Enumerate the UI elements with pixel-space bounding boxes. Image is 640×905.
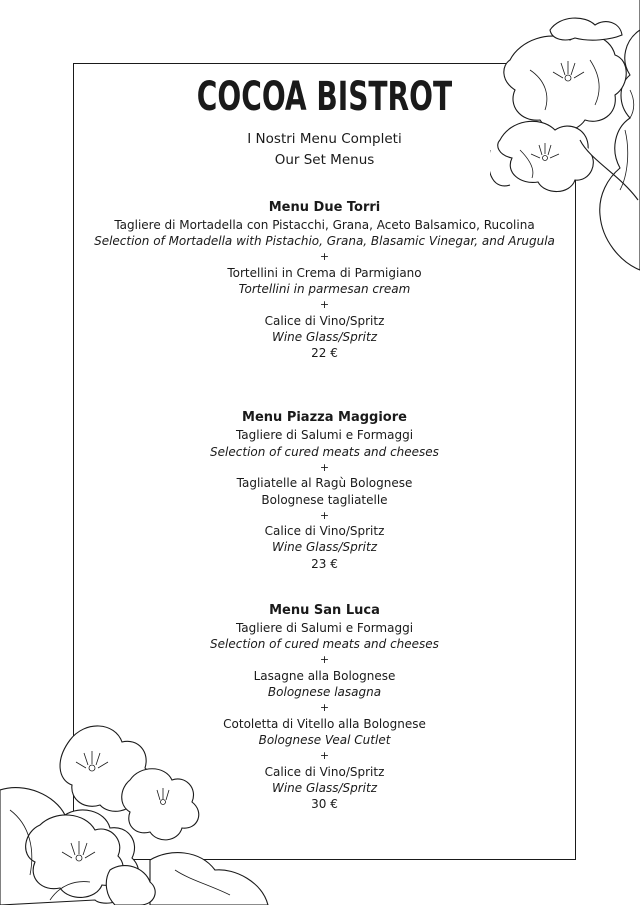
menu-item-en: Wine Glass/Spritz [271,540,378,555]
menu-item-it: Tagliere di Salumi e Formaggi [235,620,414,635]
menu-price: 23 € [311,556,338,571]
menu-item-it: Tagliatelle al Ragù Bolognese [236,476,413,491]
separator: + [319,701,330,715]
menu-item-en: Bolognese lasagna [267,684,382,699]
menu-name: Menu Piazza Maggiore [242,410,407,426]
menu-due-torri [73,199,576,361]
separator: + [319,749,330,763]
menu-item-en: Wine Glass/Spritz [271,780,378,795]
menu-item-en: Bolognese tagliatelle [261,492,388,507]
menu-item-it: Tagliere di Salumi e Formaggi [235,428,414,443]
separator: + [319,653,330,667]
menu-item-en: Selection of cured meats and cheeses [210,637,439,652]
separator: + [319,298,330,312]
menu-item-en: Tortellini in parmesan cream [238,282,411,297]
menu-item-it: Tortellini in Crema di Parmigiano [227,265,422,280]
separator: + [319,460,330,474]
menu-item-it: Calice di Vino/Spritz [264,524,385,539]
menu-item-en: Bolognese Veal Cutlet [258,732,391,747]
menu-item-it: Calice di Vino/Spritz [264,764,385,779]
menu-item-it: Lasagne alla Bolognese [253,668,396,683]
menu-name: Menu Due Torri [268,200,381,215]
menu-item-en: Wine Glass/Spritz [271,330,378,345]
menu-price: 30 € [311,796,338,811]
restaurant-title: COCOA BISTROT [196,74,453,120]
menu-piazza-maggiore [73,409,576,571]
subtitle-english: Our Set Menus [274,152,375,168]
subtitle-italian: I Nostri Menu Completi [247,131,402,147]
menu-item-it: Cotoletta di Vitello alla Bolognese [223,716,426,731]
menu-item-en: Selection of Mortadella with Pistachio, Grana, Blasamic Vinegar, and Arugula [94,234,555,249]
menu-item-it: Calice di Vino/Spritz [264,313,385,328]
menu-item-en: Selection of cured meats and cheeses [210,444,439,459]
menu-san-luca [73,602,576,812]
menu-price: 22 € [311,346,338,361]
separator: + [319,250,330,264]
separator: + [319,508,330,522]
menu-content [73,63,576,812]
menu-item-it: Tagliere di Mortadella con Pistacchi, Grana, Aceto Balsamico, Rucolina [114,218,535,232]
menu-name: Menu San Luca [269,602,380,618]
